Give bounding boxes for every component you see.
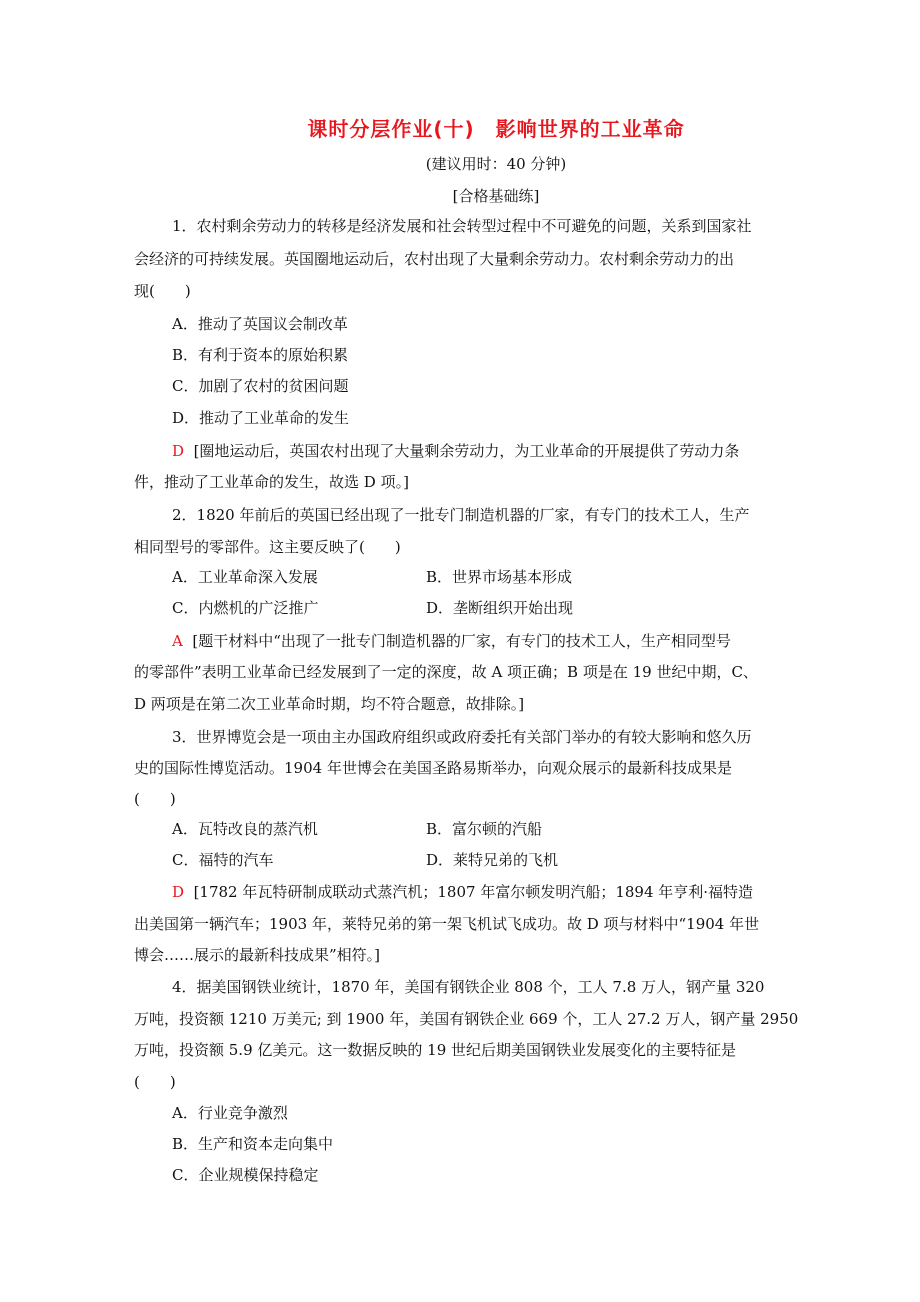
q4-stem-line-1: 4．据美国钢铁业统计，1870 年，美国有钢铁企业 808 个，工人 7.8 万人，钢产量 320	[172, 978, 765, 996]
q3-explanation-line-1	[172, 882, 753, 902]
q1-answer: D	[172, 442, 185, 460]
q2-option-d: D．垄断组织开始出现	[426, 599, 574, 617]
q1-option-a: A．推动了英国议会制改革	[172, 315, 348, 333]
q3-stem-line-2: 史的国际性博览活动。1904 年世博会在美国圣路易斯举办，向观众展示的最新科技成果是	[134, 759, 732, 777]
q3-answer: D	[172, 883, 185, 901]
q2-stem-line-1: 2．1820 年前后的英国已经出现了一批专门制造机器的厂家，有专门的技术工人，生产	[172, 506, 750, 524]
q3-explanation-line-3: 博会……展示的最新科技成果”相符。]	[134, 946, 381, 964]
q1-explanation-text-1: [圈地运动后，英国农村出现了大量剩余劳动力，为工业革命的开展提供了劳动力条	[193, 442, 740, 460]
q1-option-b: B．有利于资本的原始积累	[172, 346, 349, 364]
q1-stem-line-2: 会经济的可持续发展。英国圈地运动后，农村出现了大量剩余劳动力。农村剩余劳动力的出	[134, 250, 735, 268]
q1-option-d: D．推动了工业革命的发生	[172, 409, 350, 427]
q3-explanation-line-2: 出美国第一辆汽车；1903 年，莱特兄弟的第一架飞机试飞成功。故 D 项与材料中“1904 年世	[134, 915, 760, 933]
q3-option-b: B．富尔顿的汽船	[426, 820, 543, 838]
q2-option-a: A．工业革命深入发展	[172, 568, 318, 586]
section-heading: [合格基础练]	[452, 187, 540, 205]
q3-stem-line-3: ( )	[134, 790, 176, 808]
q2-option-b: B．世界市场基本形成	[426, 568, 573, 586]
q2-stem-line-2: 相同型号的零部件。这主要反映了( )	[134, 538, 401, 556]
q3-explanation-text-1: [1782 年瓦特研制成联动式蒸汽机；1807 年富尔顿发明汽船；1894 年亨利·福特造	[193, 883, 754, 901]
q4-stem-line-4: ( )	[134, 1073, 176, 1091]
q2-explanation-text-1: [题干材料中“出现了一批专门制造机器的厂家，有专门的技术工人，生产相同型号	[192, 632, 731, 650]
q2-explanation-line-2: 的零部件”表明工业革命已经发展到了一定的深度，故 A 项正确；B 项是在 19 世纪中期，C、	[134, 663, 758, 681]
q3-option-c: C．福特的汽车	[172, 851, 274, 869]
q4-option-a: A．行业竞争激烈	[172, 1104, 288, 1122]
q3-stem-line-1: 3．世界博览会是一项由主办国政府组织或政府委托有关部门举办的有较大影响和悠久历	[172, 728, 752, 746]
q1-stem-line-1: 1．农村剩余劳动力的转移是经济发展和社会转型过程中不可避免的问题，关系到国家社	[172, 217, 752, 235]
q3-option-d: D．莱特兄弟的飞机	[426, 851, 559, 869]
q1-explanation-line-1	[172, 441, 739, 461]
q4-stem-line-3: 万吨，投资额 5.9 亿美元。这一数据反映的 19 世纪后期美国钢铁业发展变化的主要特征是	[134, 1041, 737, 1059]
q1-explanation-line-2: 件，推动了工业革命的发生，故选 D 项。]	[134, 473, 409, 491]
q4-option-c: C．企业规模保持稳定	[172, 1166, 319, 1184]
q2-explanation-line-3: D 两项是在第二次工业革命时期，均不符合题意，故排除。]	[134, 695, 525, 713]
q1-stem-line-3: 现( )	[134, 282, 191, 300]
q3-option-a: A．瓦特改良的蒸汽机	[172, 820, 318, 838]
q4-option-b: B．生产和资本走向集中	[172, 1135, 334, 1153]
q2-answer: A	[172, 632, 183, 650]
q2-option-c: C．内燃机的广泛推广	[172, 599, 319, 617]
q4-stem-line-2: 万吨，投资额 1210 万美元; 到 1900 年，美国有钢铁企业 669 个，工人 27.2 万人，钢产量 2950	[134, 1010, 799, 1028]
page-title: 课时分层作业(十) 影响世界的工业革命	[307, 117, 685, 141]
q2-explanation-line-1	[172, 631, 731, 651]
q1-option-c: C．加剧了农村的贫困问题	[172, 377, 349, 395]
suggested-time: (建议用时：40 分钟)	[425, 155, 567, 173]
